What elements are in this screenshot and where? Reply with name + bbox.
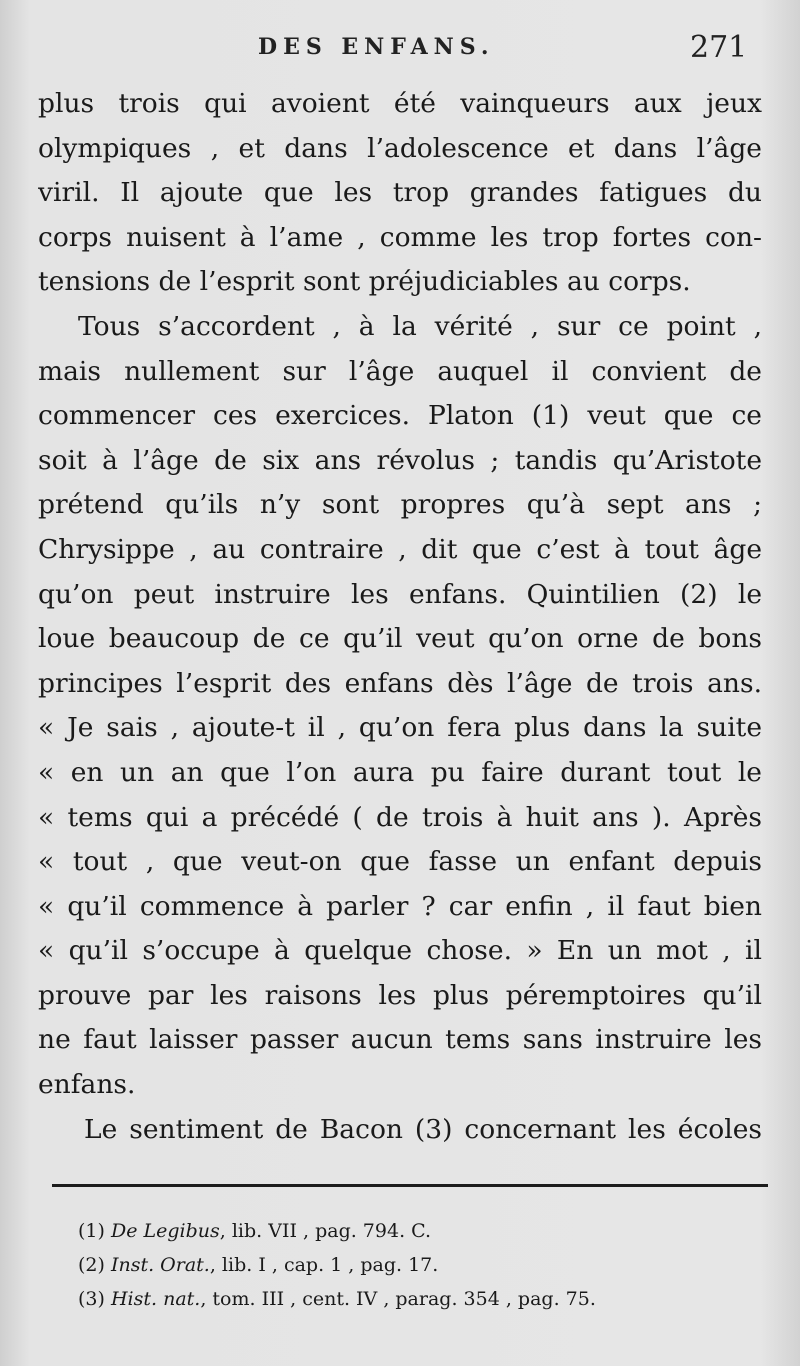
footnote-reference: , lib. VII , pag. 794. C. <box>219 1220 432 1242</box>
footnote <box>78 1214 768 1248</box>
text-line: enfans. <box>38 1069 136 1101</box>
text-line: plus trois qui avoient été vainqueurs aux jeux <box>38 88 762 119</box>
footnote-reference: , lib. I , cap. 1 , pag. 17. <box>209 1254 439 1276</box>
footnote-title: De Legibus <box>110 1220 220 1242</box>
text-line: prouve par les raisons les plus péremptoires qu’il <box>38 979 762 1011</box>
text-line: loue beaucoup de ce qu’il veut qu’on orne de bons <box>38 623 762 655</box>
footnote-marker: (1) <box>78 1220 105 1242</box>
body-text <box>38 82 762 1152</box>
footnote-title: Hist. nat. <box>110 1288 201 1310</box>
text-line: « tout , que veut-on que fasse un enfant depuis <box>38 846 762 878</box>
text-line: mais nullement sur l’âge auquel il convient de <box>38 355 762 387</box>
footnote-title: Inst. Orat. <box>110 1254 210 1276</box>
text-line: corps nuisent à l’ame , comme les trop fortes con- <box>38 221 762 253</box>
text-line: Tous s’accordent , à la vérité , sur ce point , <box>78 310 762 342</box>
text-line: commencer ces exercices. Platon (1) veut que ce <box>38 400 762 432</box>
footnote-reference: , tom. III , cent. IV , parag. 354 , pag. 75. <box>200 1288 596 1310</box>
text-line: « tems qui a précédé ( de trois à huit ans ). Après <box>38 801 762 833</box>
text-line: « Je sais , ajoute-t il , qu’on fera plus dans la suite <box>38 712 762 744</box>
page-header <box>0 30 800 74</box>
footnotes <box>78 1214 768 1316</box>
text-line: tensions de l’esprit sont préjudiciables au corps. <box>38 266 691 298</box>
text-line: soit à l’âge de six ans révolus ; tandis qu’Aristote <box>38 444 762 476</box>
footnote-marker: (2) <box>78 1254 105 1276</box>
text-line: principes l’esprit des enfans dès l’âge de trois ans. <box>38 667 762 699</box>
text-line: Chrysippe , au contraire , dit que c’est à tout âge <box>38 533 762 565</box>
text-line: viril. Il ajoute que les trop grandes fatigues du <box>38 177 762 209</box>
page-number: 271 <box>690 30 748 65</box>
running-title: DES ENFANS. <box>258 34 495 60</box>
footnote-marker: (3) <box>78 1288 105 1310</box>
text-line: olympiques , et dans l’adolescence et dans l’âge <box>38 132 762 164</box>
text-line: prétend qu’ils n’y sont propres qu’à sept ans ; <box>38 489 762 521</box>
footnote <box>78 1282 768 1316</box>
text-line: ne faut laisser passer aucun tems sans instruire les <box>38 1024 762 1056</box>
text-line: « en un an que l’on aura pu faire durant tout le <box>38 756 762 788</box>
text-line: « qu’il s’occupe à quelque chose. » En un mot , il <box>38 935 762 967</box>
text-line: Le sentiment de Bacon (3) concernant les écoles <box>84 1113 762 1145</box>
text-line: qu’on peut instruire les enfans. Quintilien (2) le <box>38 578 762 610</box>
text-line: « qu’il commence à parler ? car enfin , il faut bien <box>38 890 762 922</box>
footnote-divider <box>52 1184 768 1187</box>
footnote <box>78 1248 768 1282</box>
